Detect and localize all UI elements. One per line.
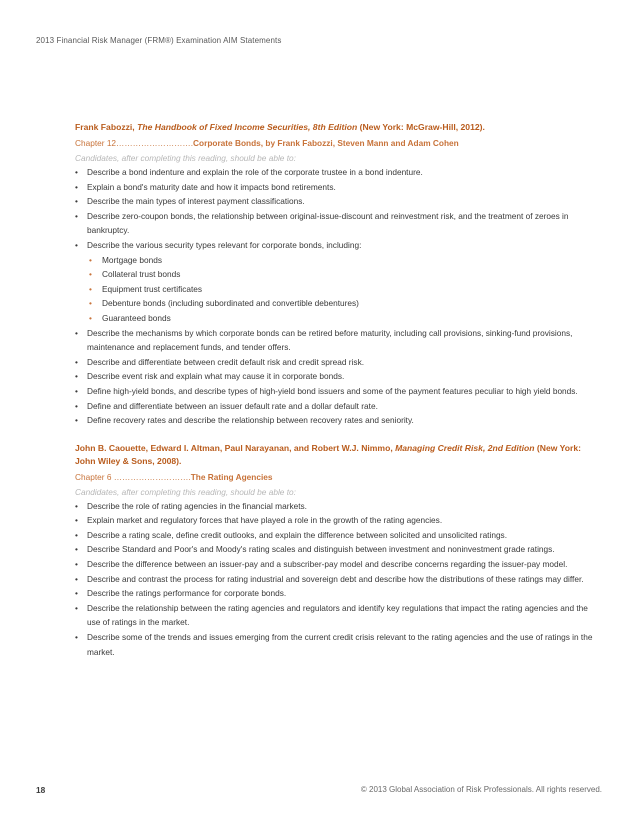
page-header: 2013 Financial Risk Manager (FRM®) Examination AIM Statements	[36, 36, 282, 45]
bullet-icon: •	[75, 385, 78, 396]
reading-book-title: The Handbook of Fixed Income Securities, 8th Edition	[137, 122, 358, 132]
aim-item	[75, 355, 595, 370]
aim-item	[75, 399, 595, 414]
aim-item	[75, 194, 595, 209]
reading-publisher: (New York: McGraw-Hill, 2012).	[357, 122, 485, 132]
sub-text: Mortgage bonds	[102, 254, 162, 265]
aim-text: Describe the main types of interest payment classifications.	[87, 196, 305, 207]
copyright-notice: © 2013 Global Association of Risk Professionals. All rights reserved.	[360, 785, 602, 794]
aim-item	[75, 238, 595, 253]
sub-bullet-icon: •	[89, 312, 92, 323]
section-spacer	[75, 428, 595, 442]
sub-item	[75, 267, 595, 282]
aim-item	[75, 572, 595, 587]
reading-section	[75, 121, 595, 428]
aim-item	[75, 369, 595, 384]
bullet-icon: •	[75, 210, 78, 221]
aim-text: Define high-yield bonds, and describe types of high-yield bond issuers and some of the payment features peculiar to high yield bonds.	[87, 385, 578, 396]
aim-text: Define and differentiate between an issuer default rate and a dollar default rate.	[87, 400, 378, 411]
sub-bullet-icon: •	[89, 254, 92, 265]
reading-author: Frank Fabozzi,	[75, 122, 138, 132]
aim-item	[75, 601, 595, 630]
reading-publisher: (New York: John Wiley & Sons, 2008).	[75, 442, 581, 466]
bullet-icon: •	[75, 602, 78, 613]
bullet-icon: •	[75, 371, 78, 382]
sub-item	[75, 253, 595, 268]
aim-item	[75, 513, 595, 528]
candidates-intro: Candidates, after completing this reading, should be able to:	[75, 486, 296, 497]
bullet-icon: •	[75, 632, 78, 643]
aim-text: Describe and contrast the process for rating industrial and sovereign debt and describe how the distributions of these ratings may differ.	[87, 573, 584, 584]
aim-item	[75, 557, 595, 572]
aim-text: Describe event risk and explain what may cause it in corporate bonds.	[87, 371, 345, 382]
sub-text: Debenture bonds (including subordinated and convertible debentures)	[102, 298, 359, 309]
chapter-title: The Rating Agencies	[190, 471, 273, 482]
sub-text: Collateral trust bonds	[102, 269, 181, 280]
bullet-icon: •	[75, 167, 78, 177]
aim-list-continued	[75, 326, 595, 428]
page-content	[75, 121, 595, 659]
chapter-prefix: Chapter 12……………………….	[75, 138, 194, 148]
bullet-icon: •	[75, 196, 78, 207]
aim-item	[75, 209, 595, 238]
bullet-icon: •	[75, 529, 78, 540]
page-number: 18	[36, 785, 46, 795]
candidates-intro: Candidates, after completing this reading, should be able to:	[75, 153, 296, 163]
sub-item	[75, 311, 595, 326]
bullet-icon: •	[75, 181, 78, 192]
reading-citation	[75, 121, 595, 134]
bullet-icon: •	[75, 544, 78, 555]
sub-bullet-icon: •	[89, 283, 92, 294]
sub-bullet-icon: •	[89, 269, 92, 280]
aim-text: Describe the mechanisms by which corporate bonds can be retired before maturity, including call provisions, sinking-fund provisions, maintenance and replacement funds, and tender offers.	[87, 327, 573, 353]
aim-item	[75, 180, 595, 195]
chapter-prefix: Chapter 6 ……………………….	[75, 471, 191, 482]
aim-item	[75, 630, 595, 659]
aim-item	[75, 413, 595, 428]
sub-text: Guaranteed bonds	[102, 312, 171, 323]
aim-item	[75, 326, 595, 355]
reading-book-title: Managing Credit Risk, 2nd Edition	[395, 442, 535, 453]
bullet-icon: •	[75, 559, 78, 570]
reading-author: John B. Caouette, Edward I. Altman, Paul Narayanan, and Robert W.J. Nimmo,	[75, 442, 396, 453]
aim-text: Describe a bond indenture and explain the role of the corporate trustee in a bond indenture.	[87, 167, 423, 177]
bullet-icon: •	[75, 400, 78, 411]
aim-list	[75, 499, 595, 660]
aim-item	[75, 384, 595, 399]
aim-text: Explain a bond's maturity date and how it impacts bond retirements.	[87, 181, 336, 192]
reading-section	[75, 442, 595, 660]
aim-text: Describe zero-coupon bonds, the relationship between original-issue-discount and reinvestment risk, and the treatment of zeroes in bankruptcy.	[87, 210, 569, 236]
aim-item	[75, 542, 595, 557]
aim-text: Describe the role of rating agencies in the financial markets.	[87, 500, 307, 511]
sub-item	[75, 296, 595, 311]
aim-text: Describe the difference between an issuer-pay and a subscriber-pay model and describe concerns regarding the issuer-pay model.	[87, 559, 568, 570]
sub-item	[75, 282, 595, 297]
bullet-icon: •	[75, 239, 78, 250]
bullet-icon: •	[75, 500, 78, 511]
aim-text: Describe the ratings performance for corporate bonds.	[87, 588, 287, 599]
aim-item	[75, 165, 595, 180]
aim-text: Describe Standard and Poor's and Moody's rating scales and distinguish between investment and noninvestment grade ratings.	[87, 544, 555, 555]
aim-item	[75, 586, 595, 601]
aim-item	[75, 499, 595, 514]
bullet-icon: •	[75, 515, 78, 526]
aim-text: Explain market and regulatory forces that have played a role in the growth of the rating agencies.	[87, 515, 443, 526]
aim-text: Describe some of the trends and issues emerging from the current credit crisis relevant to the rating agencies and the use of ratings in the market.	[87, 632, 593, 657]
bullet-icon: •	[75, 573, 78, 584]
aim-list	[75, 165, 595, 253]
aim-text: Describe the relationship between the rating agencies and regulators and identify key regulations that impact the rating agencies and the use of ratings in the market.	[87, 602, 588, 628]
chapter-line	[75, 136, 595, 150]
aim-text: Define recovery rates and describe the relationship between recovery rates and seniority.	[87, 415, 414, 426]
aim-text: Describe a rating scale, define credit outlooks, and explain the difference between solicited and unsolicited ratings.	[87, 529, 508, 540]
chapter-line	[75, 470, 595, 484]
sub-text: Equipment trust certificates	[102, 283, 203, 294]
aim-text: Describe the various security types relevant for corporate bonds, including:	[87, 239, 362, 250]
chapter-title: Corporate Bonds, by Frank Fabozzi, Steven Mann and Adam Cohen	[193, 138, 459, 148]
bullet-icon: •	[75, 588, 78, 599]
aim-text: Describe and differentiate between credit default risk and credit spread risk.	[87, 356, 365, 367]
aim-item	[75, 528, 595, 543]
reading-citation	[75, 442, 595, 468]
security-types-list	[75, 253, 595, 326]
bullet-icon: •	[75, 327, 78, 338]
bullet-icon: •	[75, 415, 78, 426]
sub-bullet-icon: •	[89, 298, 92, 309]
bullet-icon: •	[75, 356, 78, 367]
